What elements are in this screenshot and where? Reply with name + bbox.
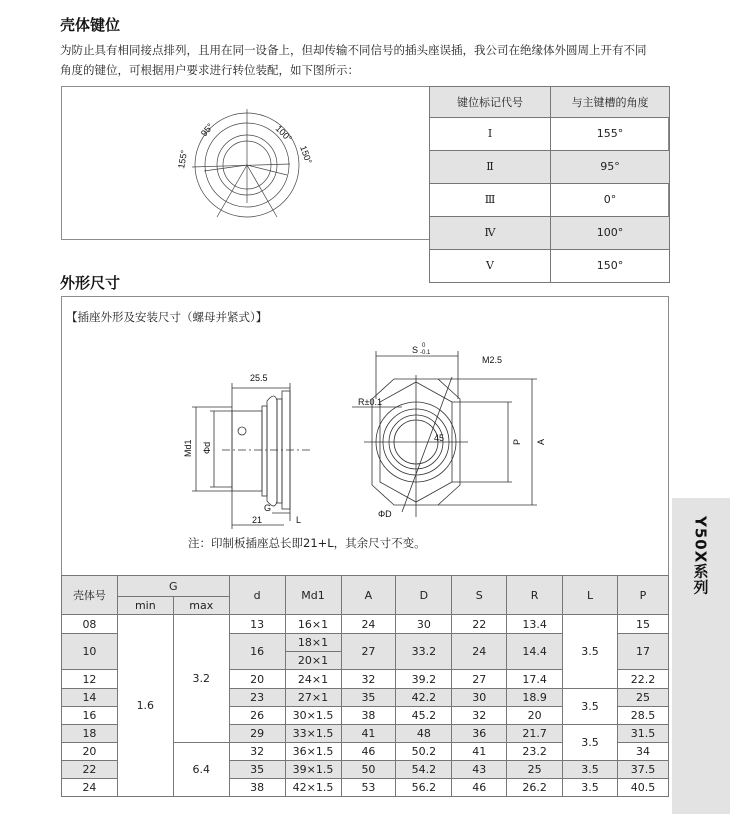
dim-angle-45: 45 (434, 433, 445, 443)
dim-m2-5: M2.5 (482, 355, 503, 365)
cell-d: 26 (229, 707, 285, 725)
cell-D: 56.2 (396, 779, 452, 797)
cell-g-max: 6.4 (173, 743, 229, 797)
section-title-dimensions: 外形尺寸 (60, 274, 121, 292)
cell-a: 53 (341, 779, 396, 797)
table-row (62, 615, 669, 634)
cell-md1: 18×1 (285, 634, 341, 652)
cell-r: 25 (507, 761, 563, 779)
key-angle: 155° (551, 117, 670, 150)
cell-p: 22.2 (617, 670, 668, 689)
cell-shell: 24 (62, 779, 118, 797)
cell-d: 13 (229, 615, 285, 634)
cell-D: 54.2 (396, 761, 452, 779)
cell-p: 40.5 (617, 779, 668, 797)
cell-r: 23.2 (507, 743, 563, 761)
header-angle: 与主键槽的角度 (551, 86, 670, 117)
keying-description (60, 40, 680, 80)
header-shell: 壳体号 (62, 576, 118, 615)
section-title-keying: 壳体键位 (60, 16, 121, 34)
table-row (430, 216, 670, 249)
header-g: G (117, 576, 229, 597)
table-row (430, 150, 670, 183)
cell-r: 14.4 (507, 634, 563, 670)
cell-s: 36 (452, 725, 507, 743)
header-r: R (507, 576, 563, 615)
table-row (430, 249, 670, 282)
label-100: 100° (273, 123, 294, 144)
cell-s: 43 (452, 761, 507, 779)
table-row (430, 183, 670, 216)
label-95: 95° (198, 121, 216, 139)
description-line-2: 角度的键位，可根据用户要求进行转位装配，如下图所示： (60, 63, 359, 77)
cell-md1: 27×1 (285, 689, 341, 707)
table-row (430, 117, 670, 150)
cell-s: 22 (452, 615, 507, 634)
header-D: D (396, 576, 452, 615)
cell-md1: 20×1 (285, 652, 341, 670)
cell-shell: 16 (62, 707, 118, 725)
front-view-drawing (342, 337, 572, 527)
cell-r: 20 (507, 707, 563, 725)
dimensions-note: 注：印制板插座总长即21+L，其余尺寸不变。 (188, 536, 426, 550)
cell-md1: 16×1 (285, 615, 341, 634)
cell-D: 33.2 (396, 634, 452, 670)
cell-l: 3.5 (563, 689, 618, 725)
header-d: d (229, 576, 285, 615)
cell-l: 3.5 (563, 615, 618, 689)
cell-g-min: 1.6 (117, 615, 173, 797)
cell-shell: 10 (62, 634, 118, 670)
header-a: A (341, 576, 396, 615)
series-side-tab (672, 498, 730, 814)
dim-g: G (264, 503, 272, 513)
header-s: S (452, 576, 507, 615)
label-150: 150° (298, 144, 314, 166)
cell-md1: 36×1.5 (285, 743, 341, 761)
dim-phiD: ΦD (378, 509, 392, 519)
cell-p: 25 (617, 689, 668, 707)
cell-a: 24 (341, 615, 396, 634)
header-p: P (617, 576, 668, 615)
cell-s: 24 (452, 634, 507, 670)
cell-p: 34 (617, 743, 668, 761)
cell-s: 27 (452, 670, 507, 689)
header-key-code: 键位标记代号 (430, 86, 551, 117)
cell-D: 39.2 (396, 670, 452, 689)
keying-diagram (162, 107, 342, 227)
header-md1: Md1 (285, 576, 341, 615)
key-angle: 100° (551, 216, 670, 249)
cell-D: 42.2 (396, 689, 452, 707)
cell-p: 17 (617, 634, 668, 670)
cell-md1: 39×1.5 (285, 761, 341, 779)
cell-D: 45.2 (396, 707, 452, 725)
series-label: Y50X系列 (691, 516, 710, 596)
cell-p: 31.5 (617, 725, 668, 743)
key-angle: 95° (551, 150, 670, 183)
cell-md1: 33×1.5 (285, 725, 341, 743)
cell-shell: 14 (62, 689, 118, 707)
cell-a: 38 (341, 707, 396, 725)
cell-a: 41 (341, 725, 396, 743)
cell-r: 18.9 (507, 689, 563, 707)
cell-d: 23 (229, 689, 285, 707)
cell-a: 32 (341, 670, 396, 689)
cell-a: 35 (341, 689, 396, 707)
cell-l: 3.5 (563, 725, 618, 761)
cell-D: 30 (396, 615, 452, 634)
cell-l: 3.5 (563, 779, 618, 797)
cell-s: 30 (452, 689, 507, 707)
cell-d: 38 (229, 779, 285, 797)
dim-l: L (296, 515, 302, 525)
cell-p: 15 (617, 615, 668, 634)
cell-md1: 30×1.5 (285, 707, 341, 725)
cell-shell: 08 (62, 615, 118, 634)
cell-r: 21.7 (507, 725, 563, 743)
dim-s: S (412, 345, 419, 355)
label-155: 155° (176, 149, 190, 170)
cell-shell: 18 (62, 725, 118, 743)
cell-shell: 20 (62, 743, 118, 761)
dim-s-tol-down: -0.1 (420, 350, 431, 356)
cell-d: 29 (229, 725, 285, 743)
cell-D: 48 (396, 725, 452, 743)
key-code: Ⅴ (430, 249, 551, 282)
cell-s: 46 (452, 779, 507, 797)
dimension-table (61, 575, 669, 797)
cell-a: 50 (341, 761, 396, 779)
cell-shell: 22 (62, 761, 118, 779)
cell-D: 50.2 (396, 743, 452, 761)
dimensions-subtitle: 【插座外形及安装尺寸（螺母并紧式）】 (66, 310, 268, 324)
cell-d: 16 (229, 634, 285, 670)
cell-r: 26.2 (507, 779, 563, 797)
cell-r: 13.4 (507, 615, 563, 634)
dim-r: R±0.1 (358, 397, 382, 407)
key-code: Ⅲ (430, 183, 551, 216)
description-line-1: 为防止具有相同接点排列，且用在同一设备上，但却传输不同信号的插头座误插，我公司在绝缘体外圆周上开有不同 (60, 43, 647, 57)
side-view-drawing (172, 361, 322, 531)
cell-s: 41 (452, 743, 507, 761)
key-angle: 0° (551, 183, 670, 216)
dimensions-panel (61, 296, 669, 576)
keying-panel (61, 86, 669, 272)
key-code: Ⅱ (430, 150, 551, 183)
dim-s-tol-up: 0 (422, 343, 426, 349)
cell-l: 3.5 (563, 761, 618, 779)
header-l: L (563, 576, 618, 615)
header-g-max: max (173, 597, 229, 615)
cell-g-max: 3.2 (173, 615, 229, 743)
cell-d: 32 (229, 743, 285, 761)
dim-a: A (536, 438, 546, 445)
header-g-min: min (117, 597, 173, 615)
cell-md1: 42×1.5 (285, 779, 341, 797)
key-angle: 150° (551, 249, 670, 282)
dim-md1: Md1 (183, 439, 193, 457)
cell-p: 28.5 (617, 707, 668, 725)
dim-25-5: 25.5 (250, 373, 268, 383)
key-position-table (429, 86, 670, 283)
key-code: Ⅳ (430, 216, 551, 249)
cell-d: 20 (229, 670, 285, 689)
cell-r: 17.4 (507, 670, 563, 689)
dim-21: 21 (252, 515, 263, 525)
cell-shell: 12 (62, 670, 118, 689)
cell-s: 32 (452, 707, 507, 725)
key-code: Ⅰ (430, 117, 551, 150)
dim-p: P (512, 438, 522, 445)
dim-phid: Φd (202, 441, 212, 454)
cell-a: 27 (341, 634, 396, 670)
cell-p: 37.5 (617, 761, 668, 779)
cell-md1: 24×1 (285, 670, 341, 689)
cell-a: 46 (341, 743, 396, 761)
cell-d: 35 (229, 761, 285, 779)
